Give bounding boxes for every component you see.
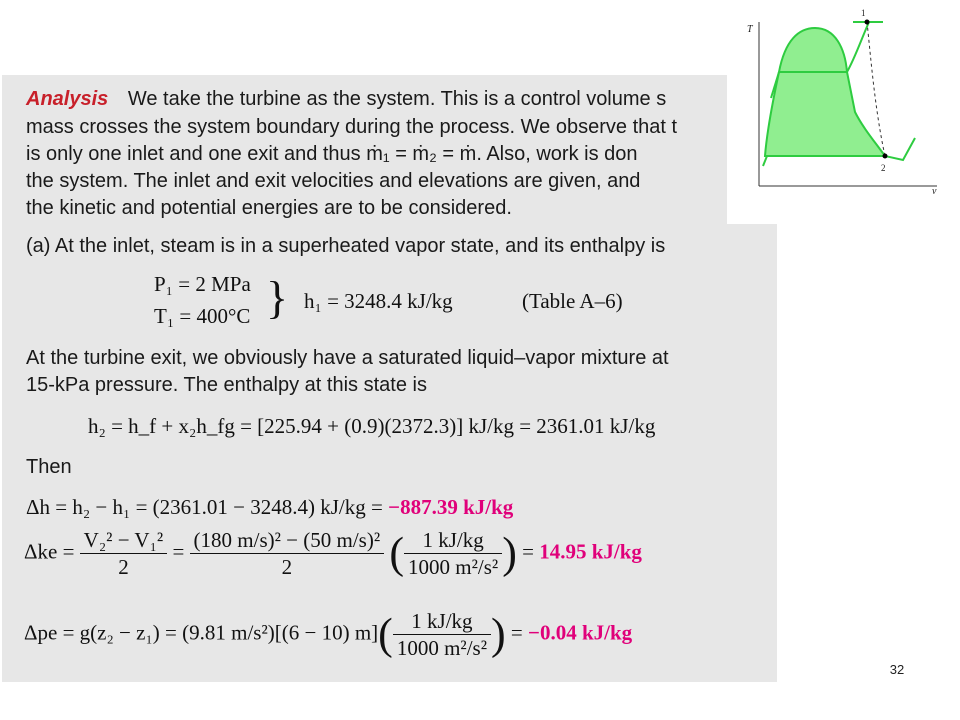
state2-label: 2 — [881, 163, 886, 173]
liquid-line-lower — [763, 156, 767, 166]
analysis-line-3: is only one inlet and one exit and thus ṁ₁ = ṁ₂ = ṁ. Also, work is don — [26, 143, 638, 165]
v-axis-label: v — [932, 186, 937, 197]
ts-diagram — [727, 0, 960, 224]
dke-equation: Δke = $\frac{\text{V₂² − V₁²}}{2}$ = $\frac{\text{(180 m/s)² − (50 m/s)²}}{2}$ ( $\frac{1 kJ/kg}{\text{1000 m²/s²}}$ ) = 14.95 kJ/kg — [24, 528, 642, 579]
h2-equation: h₂ = h_f + x₂h_fg = [225.94 + (0.9)(2372.3)] kJ/kg = 2361.01 kJ/kg — [88, 414, 656, 438]
ts-diagram-svg — [727, 0, 960, 224]
saturation-dome — [765, 28, 885, 156]
dke-fraction-1 — [80, 527, 168, 580]
analysis-heading: Analysis — [26, 88, 109, 110]
dpe-equation: Δpe = g(z₂ − z₁) = (9.81 m/s²)[(6 − 10) m]( $\frac{1 kJ/kg}{\text{1000 m²/s²}}$ ) = −0.04 kJ/kg — [24, 609, 633, 660]
dpe-result: −0.04 kJ/kg — [528, 620, 633, 645]
p1-value: P₁ = 2 MPa — [154, 272, 251, 296]
t1-value: T₁ = 400°C — [154, 304, 251, 328]
t-axis-label: T — [747, 24, 753, 35]
part-a-line: (a) At the inlet, steam is in a superheated vapor state, and its enthalpy is — [26, 235, 666, 257]
dke-unit-fraction — [404, 527, 502, 580]
analysis-line-5: the kinetic and potential energies are to be considered. — [26, 197, 512, 219]
analysis-line-4: the system. The inlet and exit velocities and elevations are given, and — [26, 170, 641, 192]
dpe-expression: Δpe = g(z₂ − z₁) = (9.81 m/s²)[(6 − 10) m] — [24, 620, 379, 645]
dke-fraction-2 — [190, 527, 385, 580]
h1-value: h₁ = 3248.4 kJ/kg — [304, 289, 453, 313]
dke-denominator-2: 2 — [281, 555, 293, 579]
state2-point — [883, 154, 888, 159]
analysis-panel — [2, 75, 777, 682]
dpe-unit-denominator: 1000 m²/s² — [396, 636, 487, 660]
page-number: 32 — [889, 662, 905, 677]
dke-numerator-2: (180 m/s)² − (50 m/s)² — [190, 527, 385, 554]
dke-denominator-1: 2 — [118, 555, 129, 579]
dpe-unit-fraction — [393, 608, 491, 661]
table-reference: (Table A–6) — [522, 289, 623, 313]
then-label: Then — [26, 456, 72, 478]
dke-label: Δke = — [24, 539, 80, 564]
state1-label: 1 — [861, 8, 866, 18]
dh-expression: Δh = h₂ − h₁ = (2361.01 − 3248.4) kJ/kg = — [26, 495, 389, 519]
paragraph-text: We take the turbine as the system. This is a control volume s — [127, 88, 667, 110]
vapor-line-lower — [885, 138, 915, 160]
analysis-line-1 — [26, 87, 666, 111]
dke-result: 14.95 kJ/kg — [539, 539, 642, 564]
dke-numerator-1: V₂² − V₁² — [80, 527, 168, 554]
dke-unit-numerator: 1 kJ/kg — [404, 527, 502, 554]
dh-result: −887.39 kJ/kg — [388, 495, 514, 519]
dpe-unit-numerator: 1 kJ/kg — [393, 608, 491, 635]
exit-line-1: At the turbine exit, we obviously have a saturated liquid–vapor mixture at — [26, 347, 669, 369]
brace: } — [266, 272, 289, 323]
state1-point — [865, 20, 870, 25]
analysis-line-2: mass crosses the system boundary during the process. We observe that t — [26, 116, 678, 138]
superheat-line — [847, 22, 869, 72]
dh-equation — [26, 495, 513, 520]
exit-line-2: 15-kPa pressure. The enthalpy at this state is — [26, 374, 427, 396]
dke-unit-denominator: 1000 m²/s² — [408, 555, 499, 579]
